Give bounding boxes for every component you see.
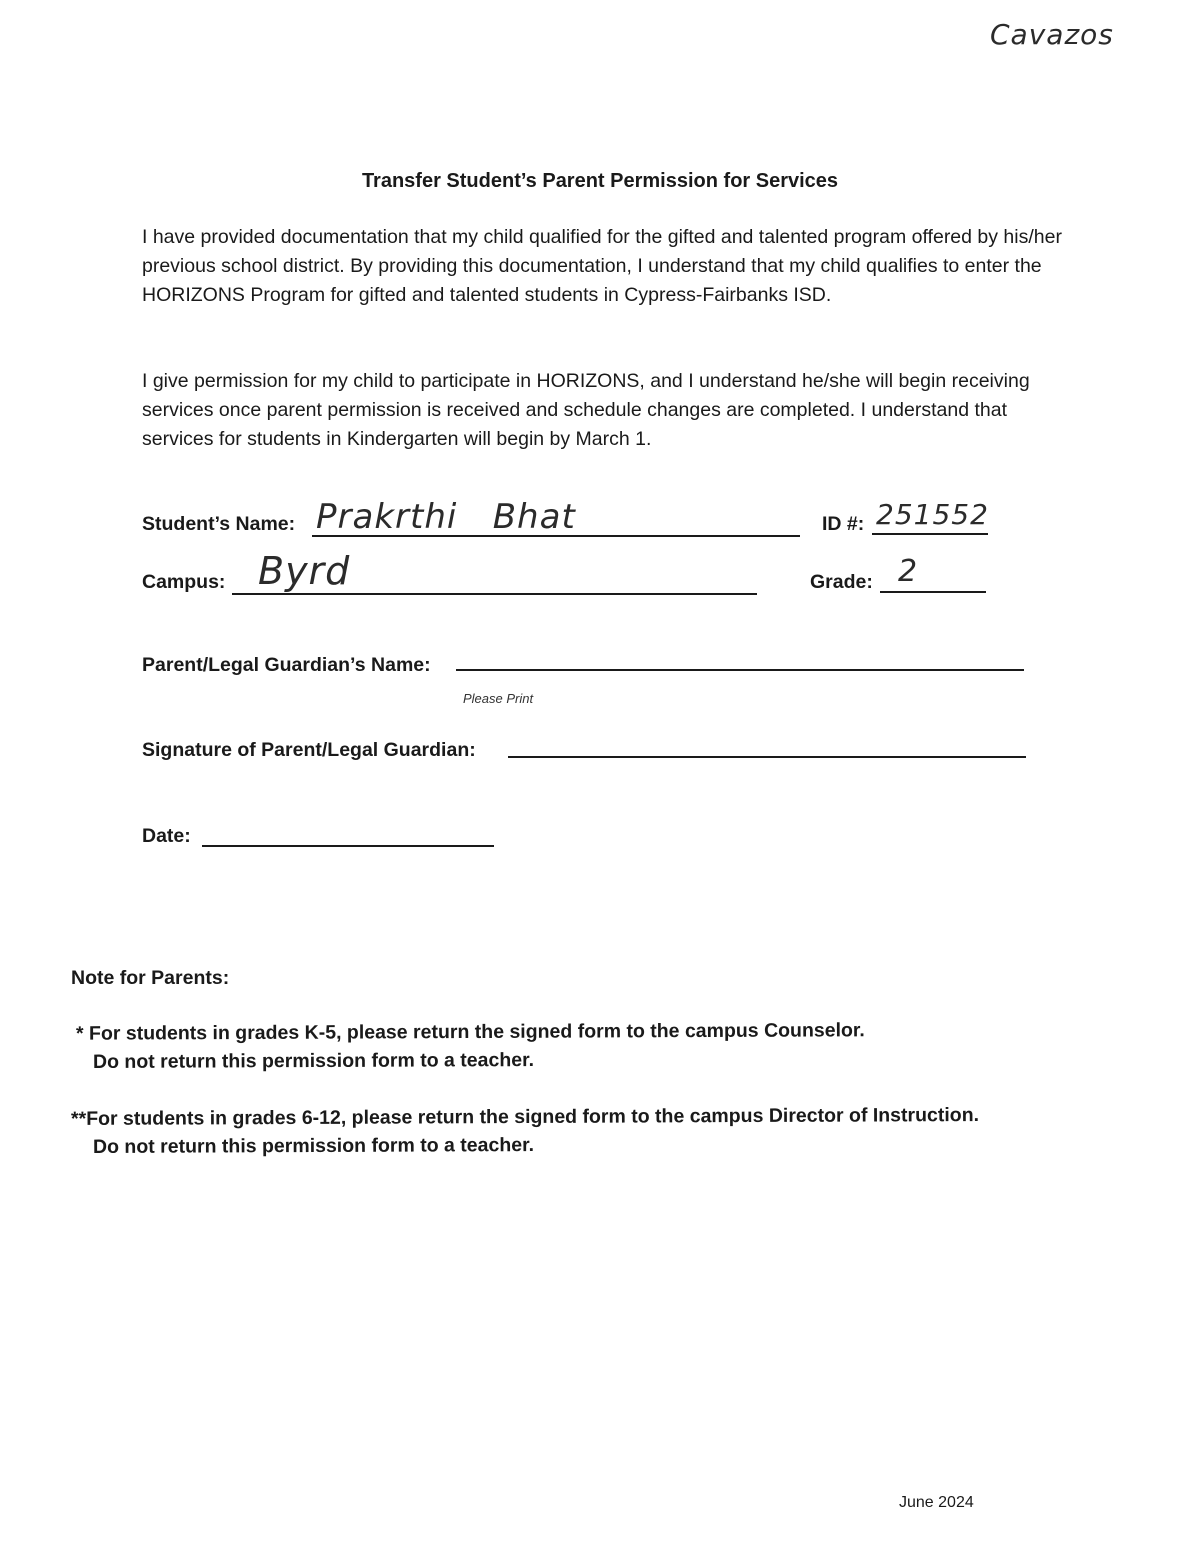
form-title: Transfer Student’s Parent Permission for Services xyxy=(361,170,839,192)
signature-field[interactable] xyxy=(508,756,1026,758)
student-name-label: Student’s Name: xyxy=(142,513,296,535)
campus-value: Byrd xyxy=(258,549,351,593)
corner-handwritten-note: Cavazos xyxy=(990,18,1114,51)
please-print-hint: Please Print xyxy=(463,691,534,706)
guardian-name-field[interactable] xyxy=(456,669,1024,671)
id-value: 251552 xyxy=(876,498,989,531)
guardian-name-label: Parent/Legal Guardian’s Name: xyxy=(142,654,431,676)
campus-field[interactable] xyxy=(232,593,757,595)
date-label: Date: xyxy=(142,825,191,847)
note-k5-line2: Do not return this permission form to a teacher. xyxy=(92,1049,535,1073)
notes-heading: Note for Parents: xyxy=(71,967,230,989)
signature-label: Signature of Parent/Legal Guardian: xyxy=(142,739,476,761)
paragraph-documentation: I have provided documentation that my child qualified for the gifted and talented program offered by his/her previous school district. By providing this documentation, I understand that my child qualifies to enter the HORIZONS Program for gifted and talented students in Cypress-Fairbanks ISD. xyxy=(142,226,1062,306)
campus-label: Campus: xyxy=(142,571,226,593)
note-612-line2: Do not return this permission form to a teacher. xyxy=(92,1134,535,1158)
id-label: ID #: xyxy=(822,513,865,535)
grade-field[interactable] xyxy=(880,591,986,593)
note-k5-line1: * For students in grades K-5, please return the signed form to the campus Counselor. xyxy=(75,1019,865,1045)
date-field[interactable] xyxy=(202,845,494,847)
id-field[interactable] xyxy=(872,533,988,535)
grade-label: Grade: xyxy=(810,571,873,593)
note-612-line1: **For students in grades 6-12, please return the signed form to the campus Director of Instruction. xyxy=(70,1104,980,1130)
student-name-value: Prakrthi Bhat xyxy=(316,497,576,537)
grade-value: 2 xyxy=(898,554,919,589)
paragraph-permission: I give permission for my child to participate in HORIZONS, and I understand he/she will begin receiving services once parent permission is received and schedule changes are completed. I understand that services for students in Kindergarten will begin by March 1. xyxy=(142,370,1030,450)
footer-date: June 2024 xyxy=(899,1494,974,1511)
